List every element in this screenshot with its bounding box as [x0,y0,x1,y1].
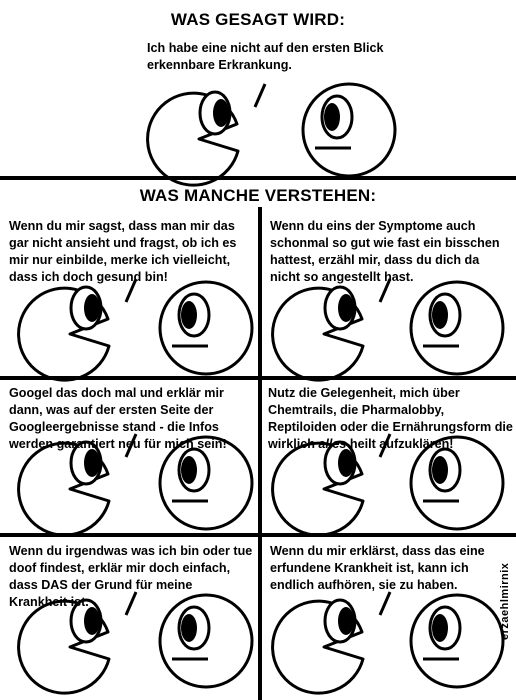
listener-figure-top [303,84,395,176]
panel-4-text-em: alles [318,437,347,451]
bottom-title: WAS MANCHE VERSTEHEN: [139,186,377,205]
listener-figure-1 [160,282,252,374]
top-speech: Ich habe eine nicht auf den ersten Blick erkennbare Erkrankung. [147,41,384,72]
panel-3-text: Googel das doch mal und erklär mir dann, was auf der ersten Seite der Googleergebnisse stand - die Infos werden garantiert neu für mich sein! [9,386,227,451]
panel-4-text-a: Nutz die Gelegenheit, mich über Chemtrails, die Pharmalobby, Reptiloiden oder die Ernährungsform die wirklich [268,386,513,451]
talker-figure-2 [273,279,390,380]
talker-figure-top [148,84,265,185]
listener-figure-2 [411,282,503,374]
artist-signature: erzaehlmirnix [499,562,511,640]
top-title: WAS GESAGT WIRD: [170,10,346,29]
section-divider [0,176,516,180]
panel-1-text: Wenn du mir sagst, dass man mir das gar nicht ansieht und fragst, ob ich es mir nur einbilde, merke ich vielleicht, dass ich doch gesund bin! [9,219,237,284]
panel-4-text [268,385,514,453]
panel-divider-vertical [258,207,262,700]
panel-5-text: Wenn du irgendwas was ich bin oder tue doof findest, erklär mir doch einfach, dass DAS der Grund für meine Krankheit ist. [9,544,253,609]
listener-figure-6 [411,595,503,687]
panel-6-text: Wenn du mir erklärst, dass das eine erfundene Krankheit ist, kann ich endlich aufhören, sie zu haben. [270,544,485,592]
talker-figure-1 [19,279,136,380]
panel-4-text-b: heilt aufzuklären! [346,437,454,451]
panel-2-text: Wenn du eins der Symptome auch schonmal so gut wie fast ein bisschen hattest, erzähl mir, dass du dich da nicht so angestellt hast. [270,219,500,284]
talker-figure-6 [273,592,390,693]
